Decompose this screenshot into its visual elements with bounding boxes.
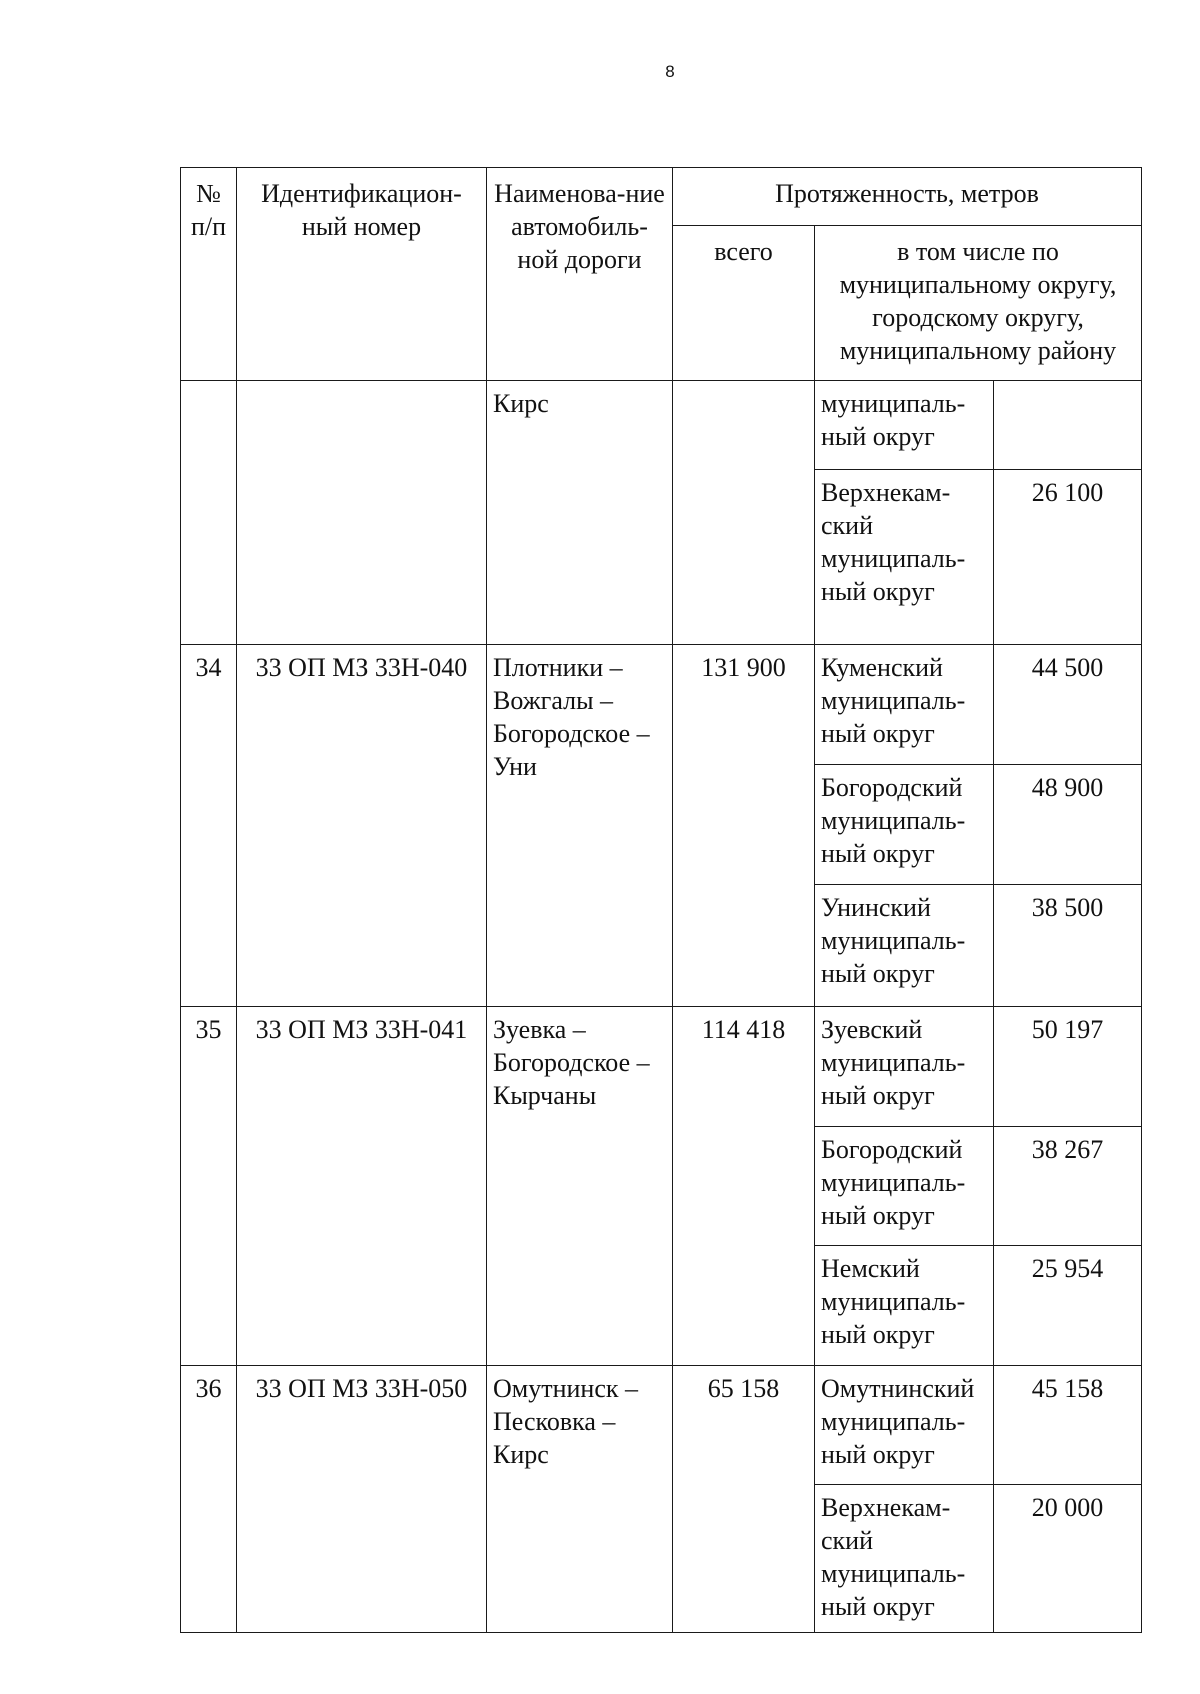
row-district-length: 48 900 [994,765,1142,885]
row-district-length: 50 197 [994,1007,1142,1127]
row-district-length: 25 954 [994,1246,1142,1366]
row-id: 33 ОП МЗ 33Н-050 [237,1366,487,1633]
row-id: 33 ОП МЗ 33Н-041 [237,1007,487,1366]
row-total: 65 158 [673,1366,815,1633]
header-length: Протяженность, метров [673,168,1142,226]
table-row [181,1366,1142,1485]
row-district: Куменский муниципаль-ный округ [815,645,994,765]
row-num: 34 [181,645,237,1007]
row-id [237,381,487,645]
row-total: 114 418 [673,1007,815,1366]
row-district: Унинский муниципаль-ный округ [815,885,994,1007]
row-num [181,381,237,645]
row-district-length [994,381,1142,470]
row-district-length: 38 267 [994,1127,1142,1246]
row-road-name: Омутнинск – Песковка – Кирс [487,1366,673,1633]
table-row [181,645,1142,765]
row-district: Омутнинский муниципаль-ный округ [815,1366,994,1485]
header-name: Наименова-ние автомобиль-ной дороги [487,168,673,381]
row-id: 33 ОП МЗ 33Н-040 [237,645,487,1007]
table-row [181,1007,1142,1127]
header-id: Идентификацион-ный номер [237,168,487,381]
row-road-name: Плотники – Вожгалы – Богородское – Уни [487,645,673,1007]
header-including: в том числе по муниципальному округу, городскому округу, муниципальному району [815,226,1142,381]
row-district-length: 44 500 [994,645,1142,765]
row-total [673,381,815,645]
row-road-name: Кирс [487,381,673,645]
table-row [181,381,1142,470]
row-district: Верхнекам-ский муниципаль-ный округ [815,1485,994,1633]
row-district: Богородский муниципаль-ный округ [815,1127,994,1246]
row-district: Зуевский муниципаль-ный округ [815,1007,994,1127]
roads-table [180,167,1142,1633]
row-num: 35 [181,1007,237,1366]
row-district-length: 20 000 [994,1485,1142,1633]
row-district: Верхнекам-ский муниципаль-ный округ [815,470,994,645]
header-total: всего [673,226,815,381]
row-road-name: Зуевка – Богородское – Кырчаны [487,1007,673,1366]
row-district-length: 45 158 [994,1366,1142,1485]
row-district-length: 26 100 [994,470,1142,645]
row-district-length: 38 500 [994,885,1142,1007]
row-total: 131 900 [673,645,815,1007]
row-district: Немский муниципаль-ный округ [815,1246,994,1366]
page-number: 8 [665,62,675,81]
row-district: муниципаль-ный округ [815,381,994,470]
header-num: № п/п [181,168,237,381]
row-num: 36 [181,1366,237,1633]
row-district: Богородский муниципаль-ный округ [815,765,994,885]
